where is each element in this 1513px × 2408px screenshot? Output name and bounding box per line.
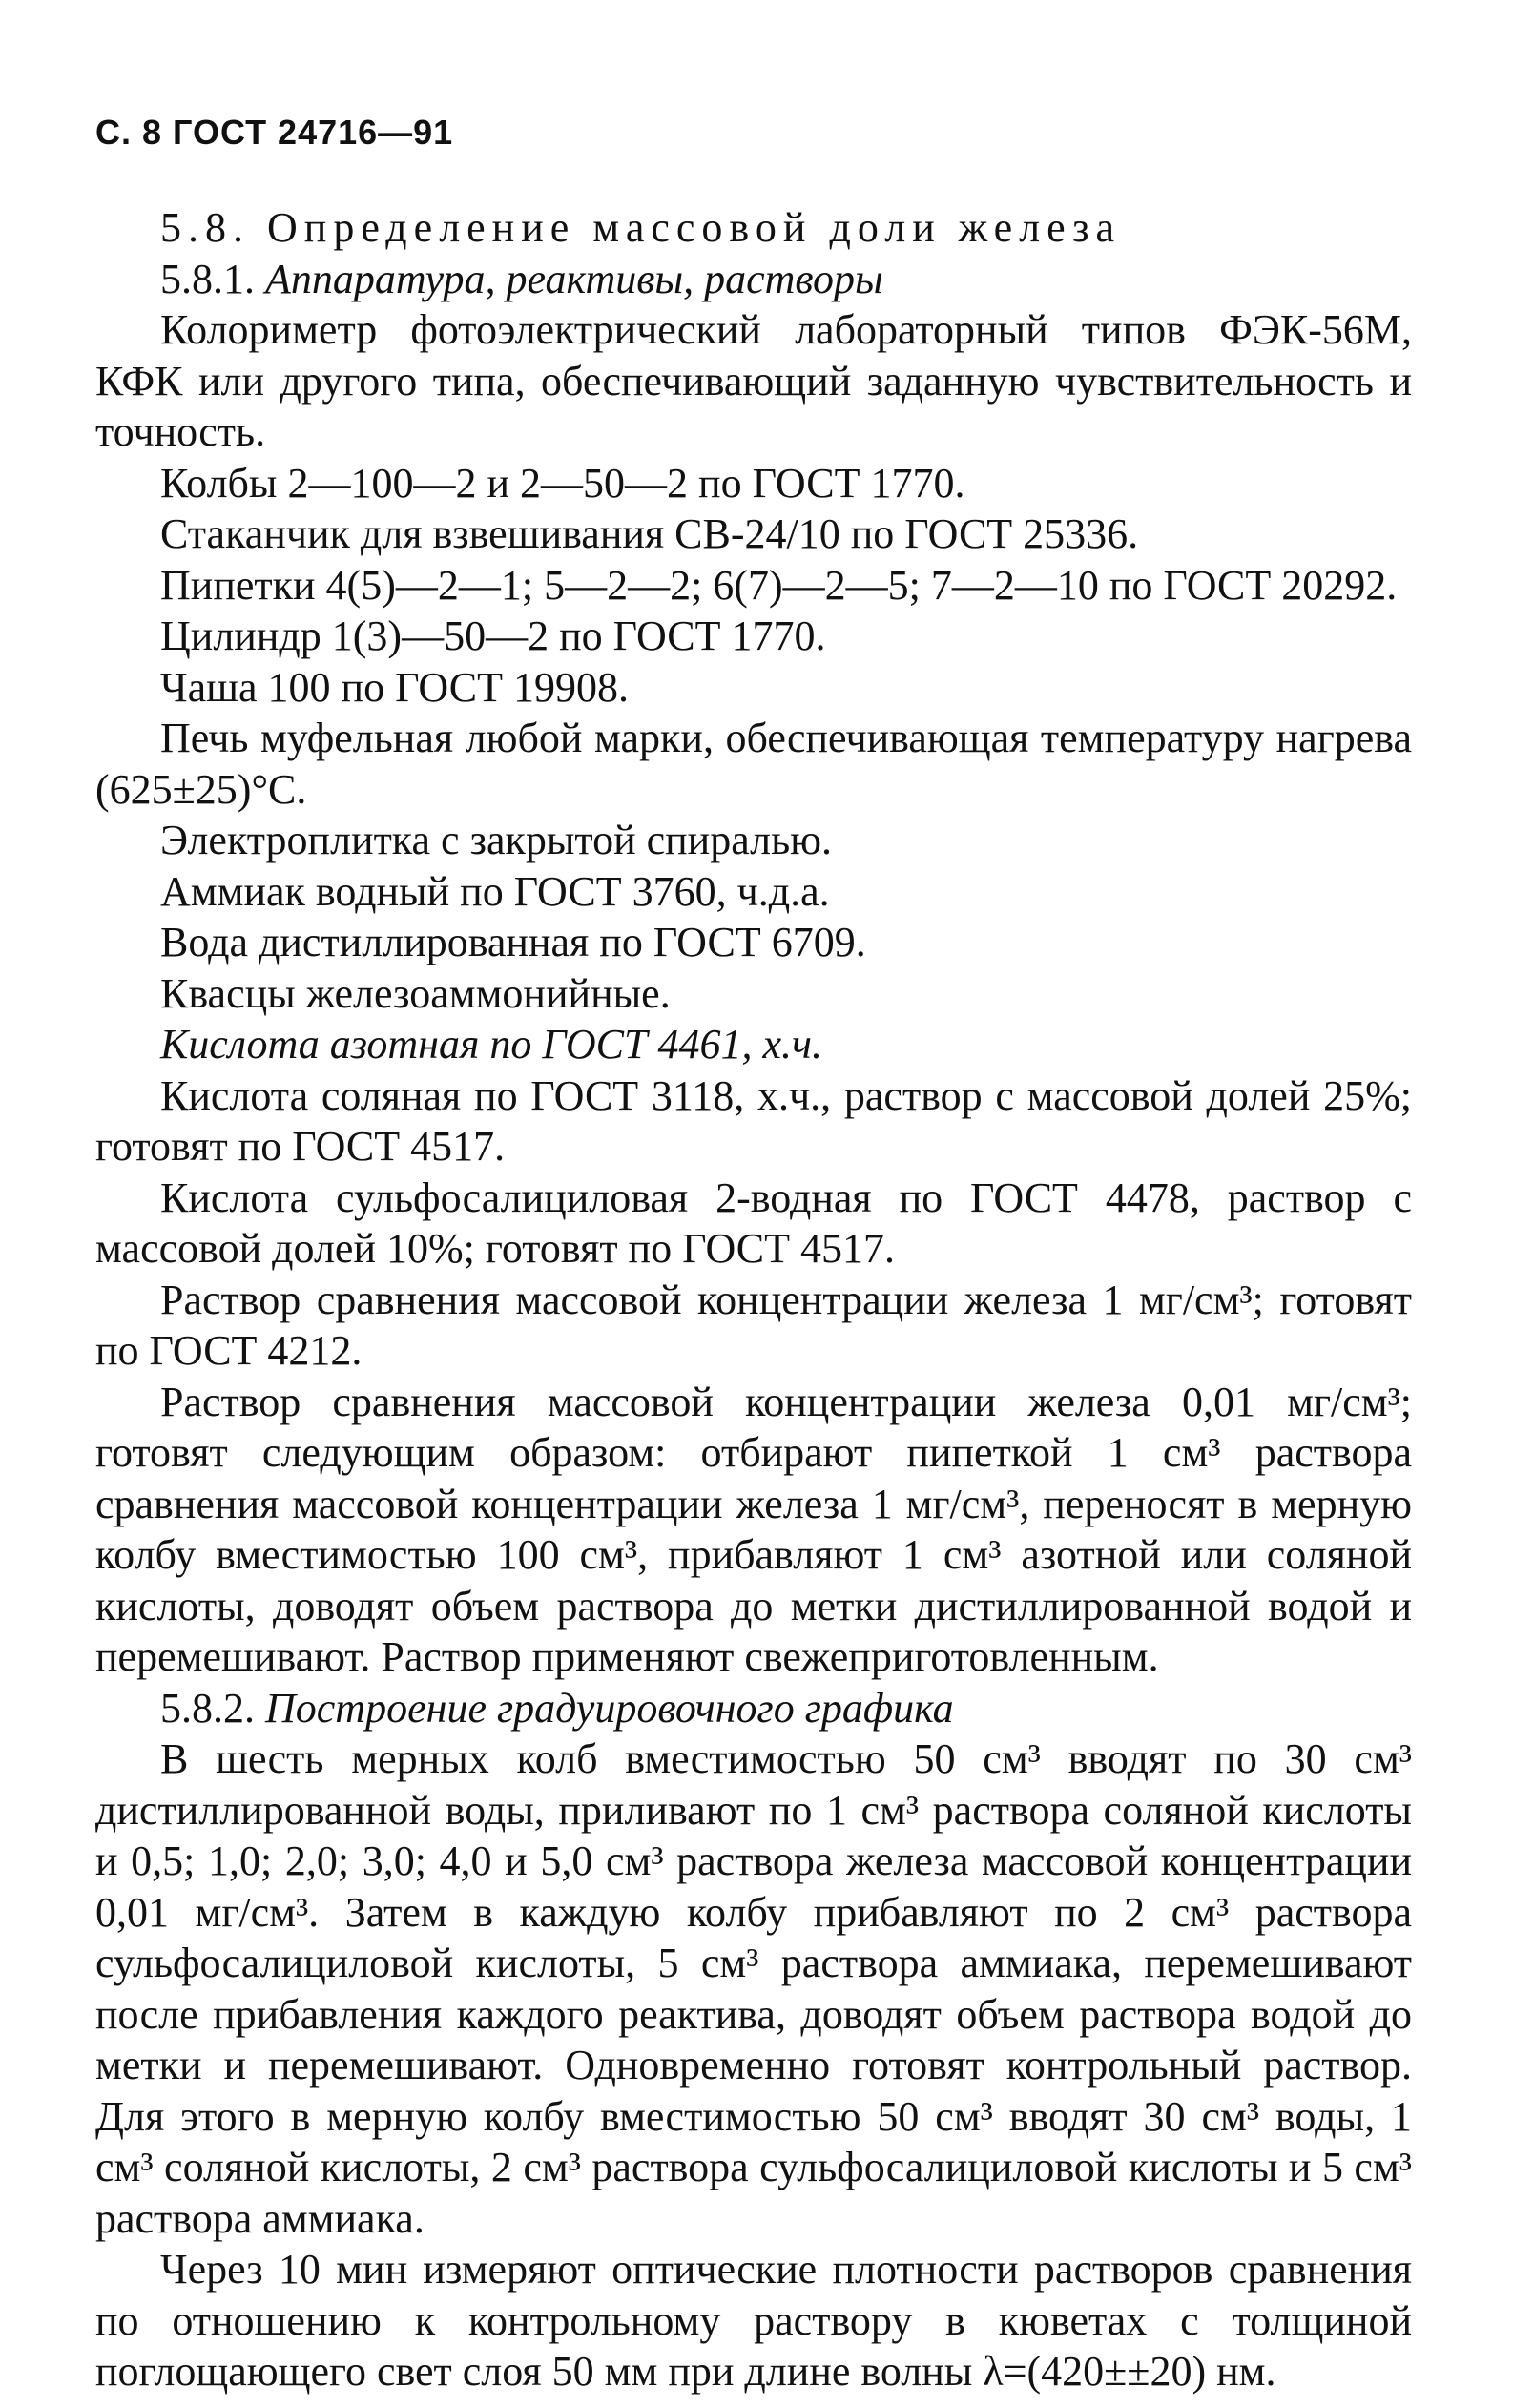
subsection-title: Построение градуировочного графика: [265, 1684, 954, 1732]
list-item: Аммиак водный по ГОСТ 3760, ч.д.а.: [160, 867, 830, 915]
list-item: Стаканчик для взвешивания СВ-24/10 по ГОСТ 25336.: [160, 510, 1139, 557]
list-item: Кислота сульфосалициловая 2-водная по ГОСТ 4478, раствор с массовой долей 10%; готовят по ГОСТ 4517.: [95, 1173, 1412, 1272]
paragraph: В шесть мерных колб вместимостью 50 см³ вводят по 30 см³ дистиллированной воды, приливают по 1 см³ раствора соляной кислоты и 0,5; 1,0; 2,0; 3,0; 4,0 и 5,0 см³ раствора железа массовой концентрации 0,01 мг/см³. Затем в каждую колбу прибавляют по 2 см³ раствора сульфосалициловой кислоты, 5 см³ раствора аммиака, перемешивают после прибавления каждого реактива, доводят объем раствора водой до метки и перемешивают. Одновременно готовят контрольный раствор. Для этого в мерную колбу вместимостью 50 см³ вводят 30 см³ воды, 1 см³ соляной кислоты, 2 см³ раствора сульфосалициловой кислоты и 5 см³ раствора аммиака.: [95, 1735, 1412, 2242]
paragraph: Через 10 мин измеряют оптические плотности растворов сравнения по отношению к контрольному раствору в кюветах с толщиной поглощающего свет слоя 50 мм при длине волны λ=(420±±20) нм.: [95, 2246, 1412, 2395]
list-item: Печь муфельная любой марки, обеспечивающая температуру нагрева (625±25)°С.: [95, 715, 1412, 813]
list-item: Квасцы железоаммонийные.: [160, 969, 671, 1017]
subsection-heading-2: [95, 1683, 1412, 1734]
subsection-title: Аппаратура, реактивы, растворы: [265, 255, 883, 302]
list-item: Колбы 2—100—2 и 2—50—2 по ГОСТ 1770.: [160, 459, 965, 507]
list-item: Цилиндр 1(3)—50—2 по ГОСТ 1770.: [160, 612, 826, 659]
list-item: Чаша 100 по ГОСТ 19908.: [160, 663, 629, 711]
list-item: Раствор сравнения массовой концентрации железа 1 мг/см³; готовят по ГОСТ 4212.: [95, 1276, 1412, 1374]
list-item: Кислота соляная по ГОСТ 3118, х.ч., раствор с массовой долей 25%; готовят по ГОСТ 4517.: [95, 1071, 1412, 1170]
list-item: Вода дистиллированная по ГОСТ 6709.: [160, 919, 866, 965]
section-title: 5.8. Определение массовой доли железа: [160, 204, 1122, 251]
subsection-number: 5.8.1.: [160, 255, 255, 302]
list-item-struck: [95, 1019, 1412, 1070]
document-body: [95, 202, 1412, 2398]
list-item: Пипетки 4(5)—2—1; 5—2—2; 6(7)—2—5; 7—2—10 по ГОСТ 20292.: [160, 561, 1398, 609]
list-item: Электроплитка с закрытой спиралью.: [160, 817, 833, 863]
page-header: С. 8 ГОСТ 24716—91: [95, 113, 454, 152]
subsection-number: 5.8.2.: [160, 1684, 255, 1732]
list-item: Раствор сравнения массовой концентрации железа 0,01 мг/см³; готовят следующим образом: отбирают пипеткой 1 см³ раствора сравнения массовой концентрации железа 1 мг/см³, переносят в мерную колбу вместимостью 100 см³, прибавляют 1 см³ азотной или соляной кислоты, доводят объем раствора до метки дистиллированной водой и перемешивают. Раствор применяют свежеприготовленным.: [95, 1378, 1412, 1680]
list-item: Колориметр фотоэлектрический лабораторный типов ФЭК-56М, КФК или другого типа, обеспечивающий заданную чувствительность и точность.: [95, 306, 1412, 455]
struck-text: Кислота азотная по ГОСТ 4461, х.ч.: [160, 1021, 822, 1068]
subsection-heading-1: [95, 254, 1412, 305]
